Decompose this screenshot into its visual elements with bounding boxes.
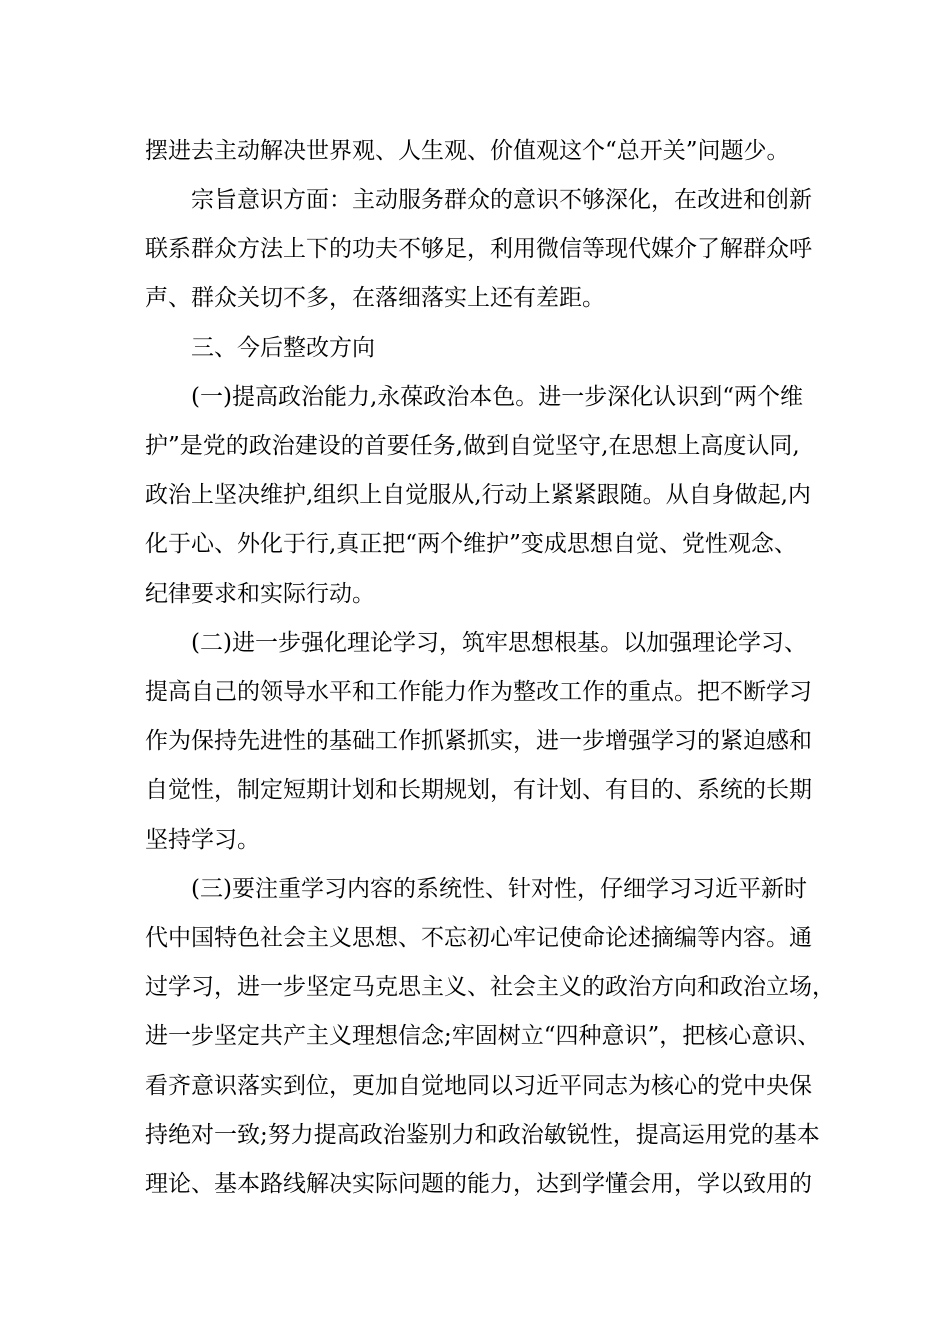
text-line: 持绝对一致;努力提高政治鉴别力和政治敏锐性，提高运用党的基本 <box>145 1122 820 1148</box>
text-line: 声、群众关切不多，在落细落实上还有差距。 <box>145 285 605 311</box>
text-line: 代中国特色社会主义思想、不忘初心牢记使命论述摘编等内容。通 <box>145 925 812 951</box>
text-line: 三、今后整改方向 <box>191 335 375 361</box>
text-line: 坚持学习。 <box>145 827 260 853</box>
text-line: 护”是党的政治建设的首要任务,做到自觉坚守,在思想上高度认同, <box>145 433 800 459</box>
text-line: 纪律要求和实际行动。 <box>145 581 375 607</box>
text-line: (一)提高政治能力,永葆政治本色。进一步深化认识到“两个维 <box>191 384 804 410</box>
text-line: 宗旨意识方面：主动服务群众的意识不够深化，在改进和创新 <box>191 187 812 213</box>
text-line: 联系群众方法上下的功夫不够足，利用微信等现代媒介了解群众呼 <box>145 236 812 262</box>
text-line: 自觉性，制定短期计划和长期规划，有计划、有目的、系统的长期 <box>145 777 812 803</box>
text-line: 提高自己的领导水平和工作能力作为整改工作的重点。把不断学习 <box>145 679 812 705</box>
text-line: 理论、基本路线解决实际问题的能力，达到学懂会用，学以致用的 <box>145 1171 812 1197</box>
text-line: 看齐意识落实到位，更加自觉地同以习近平同志为核心的党中央保 <box>145 1073 812 1099</box>
text-line: 过学习，进一步坚定马克思主义、社会主义的政治方向和政治立场， <box>145 974 835 1000</box>
text-line: 作为保持先进性的基础工作抓紧抓实，进一步增强学习的紧迫感和 <box>145 728 812 754</box>
text-line: 摆进去主动解决世界观、人生观、价值观这个“总开关”问题少。 <box>145 138 790 164</box>
text-line: 化于心、外化于行,真正把“两个维护”变成思想自觉、党性观念、 <box>145 531 797 557</box>
text-line: (二)进一步强化理论学习，筑牢思想根基。以加强理论学习、 <box>191 630 807 656</box>
text-line: 政治上坚决维护,组织上自觉服从,行动上紧紧跟随。从自身做起,内 <box>145 482 811 508</box>
text-line: 进一步坚定共产主义理想信念;牢固树立“四种意识”，把核心意识、 <box>145 1023 821 1049</box>
text-line: (三)要注重学习内容的系统性、针对性，仔细学习习近平新时 <box>191 876 807 902</box>
